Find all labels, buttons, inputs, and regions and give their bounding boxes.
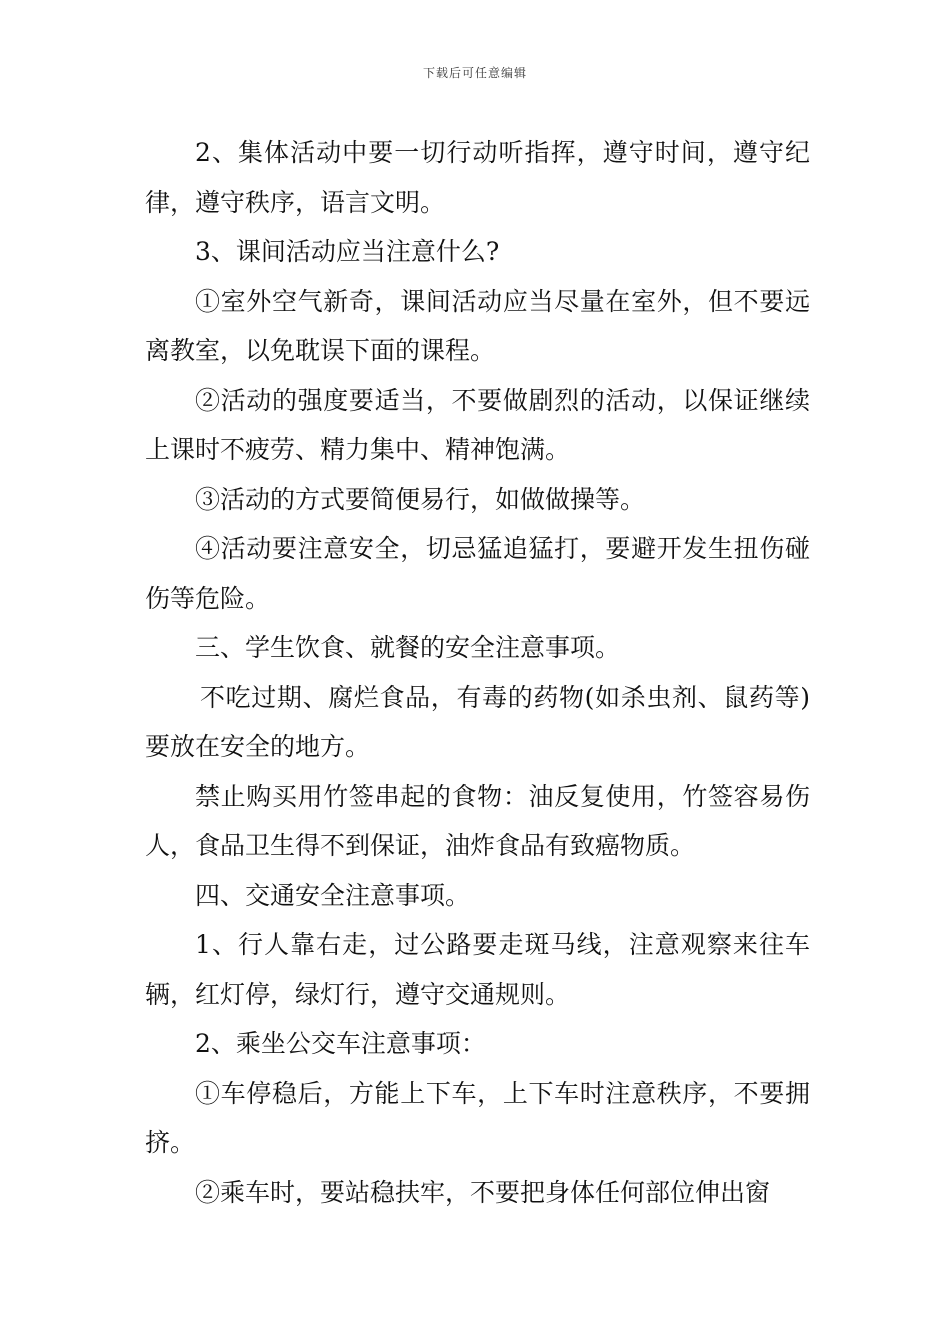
paragraph: 不吃过期、腐烂食品，有毒的药物(如杀虫剂、鼠药等)要放在安全的地方。 [145,682,810,761]
paragraph: 3、课间活动应当注意什么? [195,237,500,266]
paragraph: ①室外空气新奇，课间活动应当尽量在室外，但不要远离教室，以免耽误下面的课程。 [145,286,810,365]
paragraph: 2、乘坐公交车注意事项： [195,1029,486,1058]
section-heading: 三、学生饮食、就餐的安全注意事项。 [195,633,621,662]
section-heading: 四、交通安全注意事项。 [195,880,471,910]
paragraph: ①车停稳后，方能上下车，上下车时注意秩序，不要拥挤。 [145,1078,810,1157]
paragraph: 1、行人靠右走，过公路要走斑马线，注意观察来往车辆，红灯停，绿灯行，遵守交通规则。 [145,930,810,1009]
paragraph: ③活动的方式要简便易行，如做做操等。 [195,484,646,514]
paragraph: 2、集体活动中要一切行动听指挥，遵守时间，遵守纪律，遵守秩序，语言文明。 [145,138,810,217]
document-body [145,128,810,1217]
paragraph: 禁止购买用竹签串起的食物：油反复使用，竹签容易伤人，食品卫生得不到保证，油炸食品有致癌物质。 [145,781,810,860]
paragraph: ④活动要注意安全，切忌猛追猛打，要避开发生扭伤碰伤等危险。 [145,534,810,613]
paragraph: ②活动的强度要适当，不要做剧烈的活动，以保证继续上课时不疲劳、精力集中、精神饱满。 [145,385,810,464]
paragraph: ②乘车时，要站稳扶牢，不要把身体任何部位伸出窗 [195,1177,771,1207]
page-header: 下载后可任意编辑 [422,66,527,80]
